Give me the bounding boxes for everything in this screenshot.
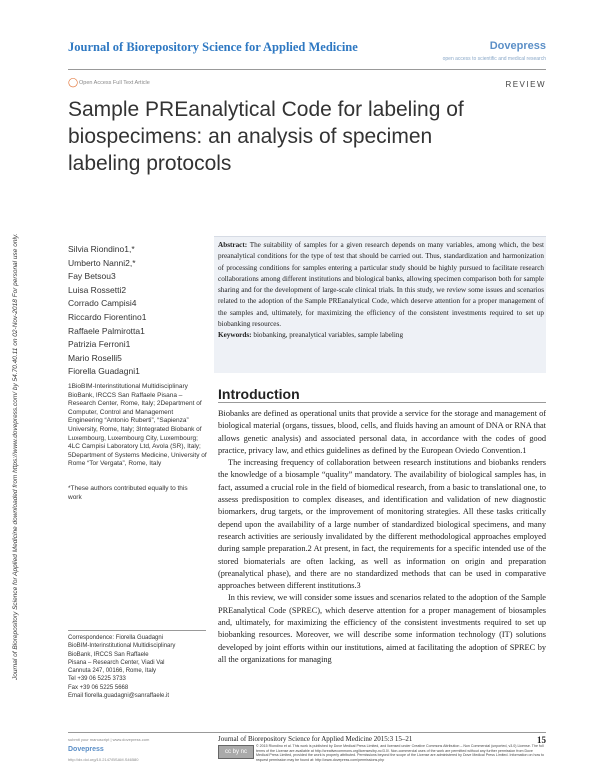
author-list (68, 243, 208, 379)
author: Luisa Rossetti2 (68, 284, 127, 295)
open-access-text: Open Access Full Text Article (79, 79, 150, 86)
author: Riccardo Fiorentino1 (68, 311, 147, 322)
author: Silvia Riondino1,* (68, 244, 135, 254)
introduction-rule (218, 402, 546, 403)
correspondence-line: Tel +39 06 5225 3733 (68, 676, 126, 683)
abstract (218, 240, 544, 342)
correspondence-rule (68, 630, 206, 631)
author: Patrizia Ferroni1 (68, 339, 131, 350)
correspondence-email[interactable]: Email fiorella.guadagni@sanraffaele.it (68, 693, 170, 700)
affiliations: 1BioBIM-Interinstitutional Multidisciplinary BioBank, IRCCS San Raffaele Pisana – Research Center, Rome, Italy; 2Department of Computer, Control and Management Engineering “Antonio Ruberti”, “Sapienza” University, Rome, Italy; 3Integrated Biobank of Luxembourg, Luxembourg City, Luxembourg; 4LC Campisi Laboratory Ltd, Avola (SR), Italy; 5Department of Systems Medicine, University of Rome “Tor Vergata”, Rome, Italy (68, 383, 207, 468)
section-label: REVIEW (505, 80, 546, 89)
footer-rule (68, 732, 546, 733)
creative-commons-icon[interactable]: cc by nc (218, 745, 254, 759)
author: Mario Roselli5 (68, 352, 122, 363)
license-text: © 2015 Riondino et al. This work is published by Dove Medical Press Limited, and licensed under Creative Commons Attribution – Non Commercial (unported, v3.0) License. The full terms of the License are available at http://creativecommons.org/licenses/by-nc/3.0/. Non-commercial uses of the work are permitted without any further permission from Dove Medical Press Limited, provided the work is properly attributed. Permissions beyond the scope of the License are administered by Dove Medical Press Limited. Information on how to request permission may be found at: http://www.dovepress.com/permissions.php (256, 744, 545, 762)
submit-link[interactable]: submit your manuscript | www.dovepress.com (68, 737, 150, 742)
footer-publisher-logo: Dovepress (68, 746, 104, 753)
correspondence-block (68, 634, 208, 700)
correspondence-line: Pisana – Research Center, Viadi Val (68, 659, 165, 666)
publisher-tagline: open access to scientific and medical research (442, 56, 546, 62)
author: Fay Betsou3 (68, 271, 116, 282)
paragraph: In this review, we will consider some issues and scenarios related to the adoption of the Sample PREanalytical Code (SPREC), which deserve attention for a proper management of biosamples and, ultimately, for maximizing the efficiency of the consistent investments required to set up biobanking resources. Moreover, we will describe some information technology (IT) solutions developed by joint efforts within our institutions, aimed at facilitating the adoption of SPREC by all the organizations for managing (218, 593, 546, 664)
keywords-text: biobanking, preanalytical variables, sample labeling (253, 331, 404, 340)
journal-title: Journal of Biorepository Science for Applied Medicine (68, 40, 358, 54)
keywords-label: Keywords: (218, 331, 252, 340)
equal-contribution-note: *These authors contributed equally to this work (68, 485, 188, 501)
correspondence-line: BioBank, IRCCS San Raffaele (68, 651, 149, 658)
abstract-label: Abstract: (218, 241, 248, 249)
open-access-icon: ◯ (68, 77, 79, 87)
side-watermark-text: Journal of Biorepository Science for Applied Medicine downloaded from https://www.dovepress.com/ by 54.70.40.11 on 02-Nov-2018 For personal use only. (12, 233, 19, 680)
author: Corrado Campisi4 (68, 298, 137, 309)
paragraph: Biobanks are defined as operational units that provide a service for the storage and management of biological material (organs, tissues, blood, cells, and fluids having an amount of DNA or RNA that allows genetic analysis) and associated personal data, in accordance with the codes of good practice, privacy law, and ethics guidelines as defined by the European Oviedo Convention.1 (218, 409, 546, 455)
author: Raffaele Palmirotta1 (68, 325, 145, 336)
correspondence-line: BioBIM-Interinstitutional Multidisciplinary (68, 643, 176, 650)
publisher-logo[interactable]: Dovepress (489, 40, 546, 52)
author: Umberto Nanni2,* (68, 257, 136, 268)
correspondence-line: Correspondence: Fiorella Guadagni (68, 635, 164, 641)
correspondence-line: Cannuta 247, 00166, Rome, Italy (68, 668, 157, 675)
section-heading-introduction: Introduction (218, 386, 300, 402)
correspondence-line: Fax +39 06 5225 5668 (68, 684, 129, 691)
footer-citation: Journal of Biorepository Science for Applied Medicine 2015:3 15–21 (218, 735, 413, 743)
abstract-text: The suitability of samples for a given research depends on many variables, among which, the best preanalytical conditions for the type of test that should be carried out. Thus, standardization and harmonization of processing conditions for samples entering a particular study should be highly pursued to facilitate research collaborations among different institutions and biological banks, allowing specimen comparison both for sample sharing and for the development of large-scale clinical trials. In this study, we review some issues and scenarios related to the adoption of the Sample PREanalytical Code, which deserve attention for a proper management of the samples and, ultimately, for maximizing the efficiency of the consistent investments required to set up biobanking resources. (218, 241, 544, 329)
article-title: Sample PREanalytical Code for labeling of biospecimens: an analysis of specimen labeling protocols (68, 98, 464, 175)
paragraph: The increasing frequency of collaboration between research institutions and biobanks renders the knowledge of a biosample “quality” mandatory. The availability of biological samples has, in fact, assumed a crucial role in the field of biomedical research, from a basic to translational one, to assess predisposition to complex diseases, and identification and validation of new diagnostic biomarkers, drug targets, or the improvement of monitoring strategies. All these tasks critically depend upon the availability of a large number of standardized biological specimens, and many research activities are seriously invalidated by the different methodological approaches employed during sample preparation.2 At present, in fact, the requirements for a specific intended use of the stored biomaterials are often lacking, as well as information on origin and preparation (preanalytical phase), and there are no standardized methods that can be used in comparative approaches between different institutions.3 (218, 458, 546, 591)
page-number: 15 (537, 735, 546, 745)
open-access-label (68, 78, 150, 87)
introduction-body (218, 408, 546, 666)
header-rule (68, 69, 546, 70)
doi-link[interactable]: http://dx.doi.org/10.2147/BSAM.S46580 (68, 757, 139, 762)
side-watermark (12, 120, 22, 680)
author: Fiorella Guadagni1 (68, 366, 140, 377)
